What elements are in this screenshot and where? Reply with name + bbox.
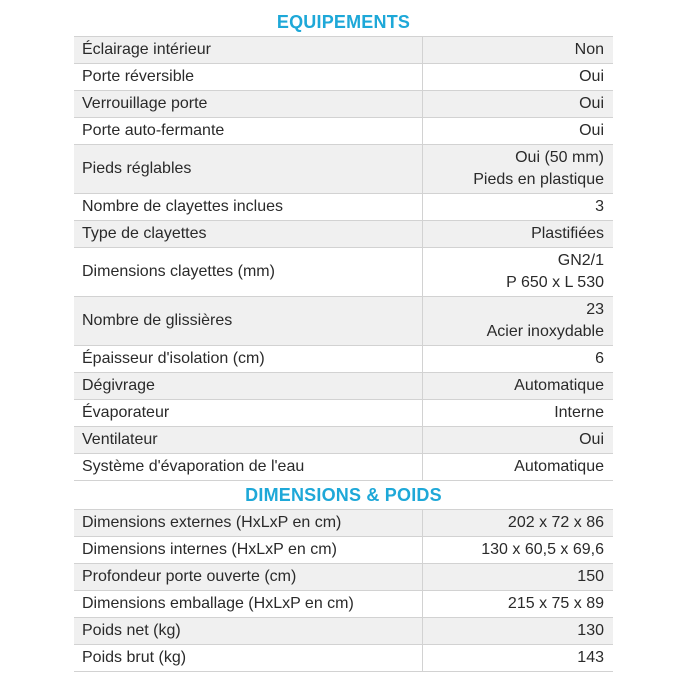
spec-row-dimensions-clayettes-mm	[74, 248, 613, 297]
spec-row-nombre-de-clayettes-inclues	[74, 194, 613, 221]
spec-value-line: 6	[595, 350, 604, 367]
spec-value	[423, 64, 613, 90]
spec-value-line: Interne	[554, 404, 604, 421]
spec-value-line: P 650 x L 530	[506, 274, 604, 291]
spec-label: Verrouillage porte	[74, 91, 423, 117]
spec-value	[423, 297, 613, 345]
spec-value-line: 202 x 72 x 86	[507, 514, 604, 531]
spec-row-dimensions-internes-hxlxp-en-cm	[74, 537, 613, 564]
spec-value-line: Automatique	[514, 377, 604, 394]
spec-value-line: Oui	[579, 122, 604, 139]
spec-value-line: Oui	[579, 431, 604, 448]
spec-label: Porte réversible	[74, 64, 423, 90]
section-title-equipements: EQUIPEMENTS	[74, 8, 613, 37]
spec-label: Pieds réglables	[74, 145, 423, 193]
spec-value	[423, 194, 613, 220]
spec-sheet	[74, 8, 613, 672]
spec-row-type-de-clayettes	[74, 221, 613, 248]
spec-value	[423, 564, 613, 590]
spec-label: Poids brut (kg)	[74, 645, 423, 671]
spec-value	[423, 454, 613, 480]
spec-label: Système d'évaporation de l'eau	[74, 454, 423, 480]
spec-value	[423, 618, 613, 644]
spec-value	[423, 221, 613, 247]
spec-value-line: Pieds en plastique	[473, 171, 604, 188]
spec-label: Poids net (kg)	[74, 618, 423, 644]
spec-value-line: Oui	[579, 95, 604, 112]
spec-value-line: 143	[577, 649, 604, 666]
spec-value-line: Automatique	[514, 458, 604, 475]
section-title-dimensions-poids: DIMENSIONS & POIDS	[74, 481, 613, 510]
spec-value	[423, 645, 613, 671]
spec-label: Profondeur porte ouverte (cm)	[74, 564, 423, 590]
spec-label: Nombre de glissières	[74, 297, 423, 345]
spec-value	[423, 91, 613, 117]
spec-value-line: 130 x 60,5 x 69,6	[481, 541, 604, 558]
spec-value	[423, 373, 613, 399]
spec-value-line: Acier inoxydable	[486, 323, 604, 340]
spec-value-line: Non	[574, 41, 604, 58]
spec-value-line: 3	[595, 198, 604, 215]
spec-value	[423, 37, 613, 63]
spec-row-nombre-de-glissieres	[74, 297, 613, 346]
spec-value	[423, 145, 613, 193]
spec-value	[423, 118, 613, 144]
spec-row-evaporateur	[74, 400, 613, 427]
spec-row-poids-brut-kg	[74, 645, 613, 672]
spec-label: Évaporateur	[74, 400, 423, 426]
spec-value-line: 23	[586, 301, 604, 318]
spec-value	[423, 248, 613, 296]
spec-value-line: GN2/1	[557, 252, 604, 269]
spec-label: Éclairage intérieur	[74, 37, 423, 63]
spec-label: Type de clayettes	[74, 221, 423, 247]
spec-row-degivrage	[74, 373, 613, 400]
spec-value	[423, 591, 613, 617]
spec-value	[423, 400, 613, 426]
spec-value-line: 215 x 75 x 89	[507, 595, 604, 612]
spec-label: Épaisseur d'isolation (cm)	[74, 346, 423, 372]
spec-row-eclairage-interieur	[74, 37, 613, 64]
spec-label: Dimensions clayettes (mm)	[74, 248, 423, 296]
spec-row-ventilateur	[74, 427, 613, 454]
spec-value-line: Plastifiées	[531, 225, 604, 242]
spec-row-epaisseur-d-isolation-cm	[74, 346, 613, 373]
spec-row-dimensions-emballage-hxlxp-en-cm	[74, 591, 613, 618]
spec-row-pieds-reglables	[74, 145, 613, 194]
spec-row-poids-net-kg	[74, 618, 613, 645]
spec-label: Dégivrage	[74, 373, 423, 399]
spec-row-systeme-d-evaporation-de-l-eau	[74, 454, 613, 481]
spec-label: Nombre de clayettes inclues	[74, 194, 423, 220]
spec-row-porte-auto-fermante	[74, 118, 613, 145]
spec-value	[423, 537, 613, 563]
spec-value	[423, 346, 613, 372]
spec-label: Dimensions internes (HxLxP en cm)	[74, 537, 423, 563]
spec-row-verrouillage-porte	[74, 91, 613, 118]
spec-label: Dimensions externes (HxLxP en cm)	[74, 510, 423, 536]
spec-value-line: 130	[577, 622, 604, 639]
spec-label: Porte auto-fermante	[74, 118, 423, 144]
spec-row-porte-reversible	[74, 64, 613, 91]
spec-value-line: Oui (50 mm)	[515, 149, 604, 166]
spec-row-profondeur-porte-ouverte-cm	[74, 564, 613, 591]
spec-value-line: 150	[577, 568, 604, 585]
spec-label: Dimensions emballage (HxLxP en cm)	[74, 591, 423, 617]
spec-label: Ventilateur	[74, 427, 423, 453]
spec-value-line: Oui	[579, 68, 604, 85]
spec-value	[423, 427, 613, 453]
spec-value	[423, 510, 613, 536]
spec-row-dimensions-externes-hxlxp-en-cm	[74, 510, 613, 537]
